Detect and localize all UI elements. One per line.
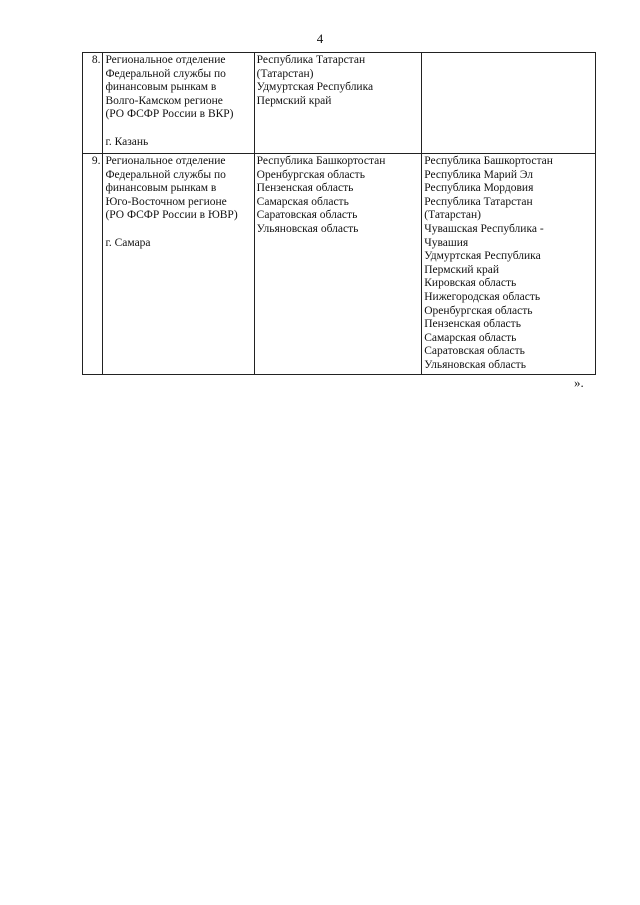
territory-item: Пермский край: [256, 94, 332, 107]
office-name-line: Региональное отделение: [105, 155, 226, 167]
extra-territory-item: Республика Марий Эл: [424, 168, 534, 181]
territory-item: Республика Татарстан: [256, 54, 366, 66]
closing-quote-mark: ».: [574, 375, 584, 390]
territory-item: Республика Башкортостан: [256, 155, 386, 167]
extra-territory-item: Самарская область: [424, 331, 517, 344]
office-name-cell: [103, 154, 254, 375]
territory-item: (Татарстан): [256, 67, 314, 80]
territory-item: Самарская область: [256, 195, 349, 208]
territory-item: Ульяновская область: [256, 222, 359, 235]
office-name-line: финансовым рынкам в: [105, 182, 217, 195]
extra-territory-item: Республика Татарстан: [424, 195, 533, 208]
office-name-line: Федеральной службы по: [105, 168, 226, 181]
office-name-line: Волго-Камском регионе: [105, 94, 223, 107]
office-city: г. Самара: [105, 236, 151, 249]
territories-cell: [254, 53, 422, 154]
office-name-line: Федеральной службы по: [105, 67, 226, 80]
extra-territory-item: Пензенская область: [424, 318, 521, 331]
office-city: г. Казань: [105, 135, 149, 148]
extra-territory-item: Оренбургская область: [424, 304, 533, 317]
extra-territory-item: Ульяновская область: [424, 358, 526, 371]
regional-offices-table: [82, 52, 596, 375]
extra-territory-item: Чувашская Республика -: [424, 222, 544, 235]
extra-territory-item: Саратовская область: [424, 345, 525, 358]
office-name-line: финансовым рынкам в: [105, 81, 217, 94]
extra-territory-item: Пермский край: [424, 263, 499, 276]
extra-territory-item: Чувашия: [424, 236, 469, 249]
territory-item: Саратовская область: [256, 209, 358, 222]
extra-territory-item: (Татарстан): [424, 209, 482, 222]
territories-cell: [254, 154, 422, 375]
table-row: [83, 53, 596, 154]
page-number: 4: [316, 31, 324, 46]
territory-item: Удмуртская Республика: [256, 81, 374, 94]
extra-territory-item: Республика Башкортостан: [424, 155, 553, 167]
extra-territory-item: Нижегородская область: [424, 290, 541, 303]
row-number: 9.: [83, 154, 103, 375]
territory-item: Пензенская область: [256, 182, 354, 195]
office-name-line: Юго-Восточном регионе: [105, 195, 227, 208]
extra-territory-item: Кировская область: [424, 277, 517, 290]
office-name-line: (РО ФСФР России в ВКР): [105, 108, 234, 121]
office-name-line: Региональное отделение: [105, 54, 226, 66]
office-name-cell: [103, 53, 254, 154]
office-name-line: (РО ФСФР России в ЮВР): [105, 209, 238, 222]
territory-item: Оренбургская область: [256, 168, 365, 181]
extra-territories-cell: [422, 154, 596, 375]
extra-territories-cell: [422, 53, 596, 154]
extra-territory-item: Республика Мордовия: [424, 182, 534, 195]
extra-territory-item: Удмуртская Республика: [424, 250, 541, 263]
row-number: 8.: [83, 53, 103, 154]
table-row: [83, 154, 596, 375]
